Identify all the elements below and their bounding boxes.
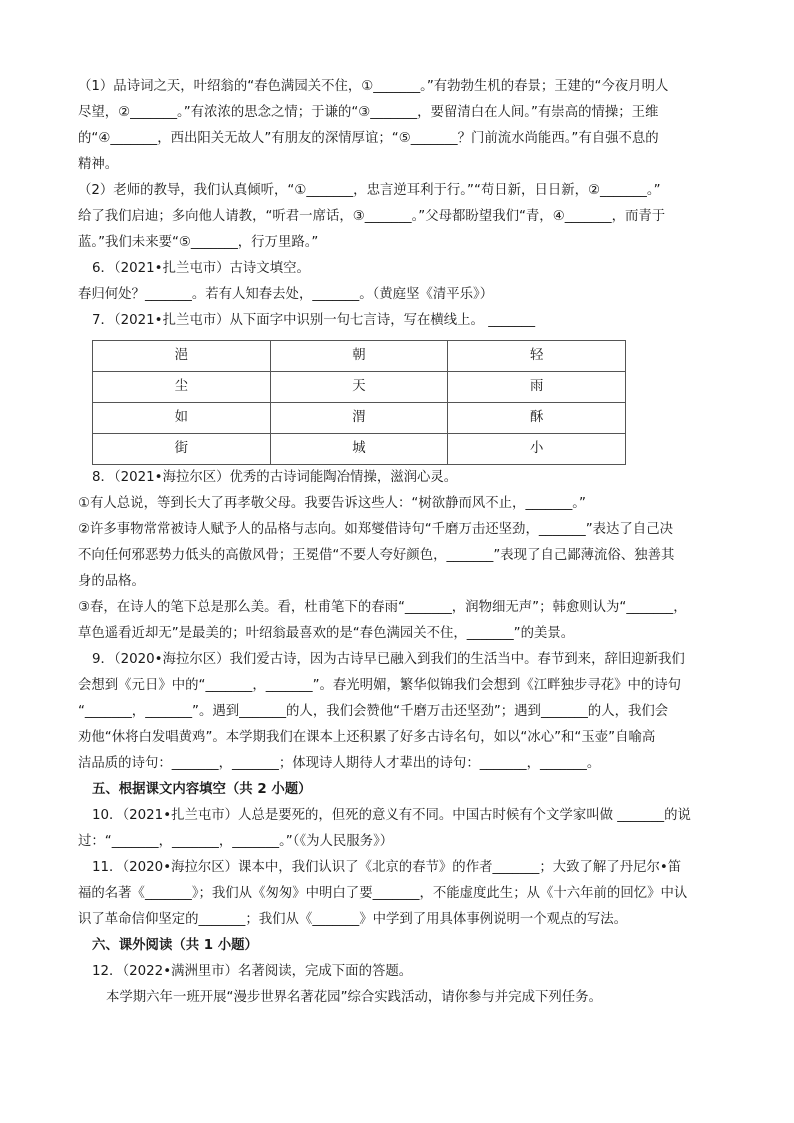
- q6-body: 春归何处？_______。若有人知春去处，_______。（黄庭坚《清平乐》）: [78, 287, 494, 302]
- grid-cell: 天: [270, 372, 448, 403]
- q8-item3-line2: 草色遥看近却无”是最美的；叶绍翁最喜欢的是“春色满园关不住，_______”的美景。: [78, 626, 575, 641]
- q11-line1: 11．（2020•海拉尔区）课本中，我们认识了《北京的春节》的作者_______；大致了解了丹尼尔•笛: [92, 860, 682, 875]
- grid-row: [93, 341, 626, 372]
- q5-part1-line2: 尽望，②_______。”有浓浓的思念之情；于谦的“③_______，要留清白在人间。”有崇高的情操；王维: [78, 105, 659, 120]
- grid-cell: 城: [270, 434, 448, 465]
- grid-cell: 尘: [93, 372, 271, 403]
- q8-item2-line2: 不向任何邪恶势力低头的高傲风骨；王冕借“不要人夸好颜色，_______”表现了自己鄙薄流俗、独善其: [78, 548, 675, 563]
- grid-row: [93, 403, 626, 434]
- q12-title: 12．（2022•满洲里市）名著阅读，完成下面的答题。: [92, 964, 413, 979]
- grid-cell: 酥: [448, 403, 626, 434]
- grid-cell: 轻: [448, 341, 626, 372]
- grid-cell: 朝: [270, 341, 448, 372]
- q8-title: 8．（2021•海拉尔区）优秀的古诗词能陶冶情操，滋润心灵。: [92, 470, 458, 485]
- grid-cell: 雨: [448, 372, 626, 403]
- grid-cell: 街: [93, 434, 271, 465]
- grid-cell: 小: [448, 434, 626, 465]
- q11-line2: 福的名著《_______》；我们从《匆匆》中明白了要_______，不能虚度此生；从《十六年前的回忆》中认: [78, 886, 688, 901]
- q9-line4: 劝他“休将白发唱黄鸡”。本学期我们在课本上还积累了好多古诗名句，如以“冰心”和“玉壶”自喻高: [78, 730, 656, 745]
- q7-title: 7．（2021•扎兰屯市）从下面字中识别一句七言诗，写在横线上。 _______: [92, 313, 536, 328]
- grid-cell: 渭: [270, 403, 448, 434]
- q9-line2: 会想到《元日》中的“_______，_______”。春光明媚，繁华似锦我们会想到《江畔独步寻花》中的诗句: [78, 678, 682, 693]
- q12-body: 本学期六年一班开展“漫步世界名著花园”综合实践活动，请你参与并完成下列任务。: [106, 990, 602, 1005]
- q5-part1-line1: （1）品诗词之天，叶绍翁的“春色满园关不住，①_______。”有勃勃生机的春景；王建的“今夜月明人: [78, 79, 669, 94]
- q5-part2-line1: （2）老师的教导，我们认真倾听，“①_______，忠言逆耳利于行。”“苟日新，日日新，②_______。”: [78, 183, 661, 198]
- q8-item1: ①有人总说，等到长大了再孝敬父母。我要告诉这些人：“树欲静而风不止，_______。”: [78, 496, 586, 511]
- q11-line3: 识了革命信仰坚定的_______；我们从《_______》中学到了用具体事例说明一个观点的写法。: [78, 912, 628, 927]
- grid-cell: 浥: [93, 341, 271, 372]
- q5-part2-line2: 给了我们启迪；多向他人请教，“听君一席话，③_______。”父母都盼望我们“青，④_______，而青于: [78, 209, 666, 224]
- q5-part1-line3: 的“④_______，西出阳关无故人”有朋友的深情厚谊；“⑤_______？门前流水尚能西。”有自强不息的: [78, 131, 659, 146]
- q5-part1-line4: 精神。: [78, 157, 119, 172]
- q9-line1: 9．（2020•海拉尔区）我们爱古诗，因为古诗早已融入到我们的生活当中。春节到来，辞旧迎新我们: [92, 652, 685, 667]
- q5-part2-line3: 蓝。”我们未来要“⑤_______，行万里路。”: [78, 235, 319, 250]
- q9-line3: “_______，_______”。遇到_______的人，我们会赞他“千磨万击还坚劲”；遇到_______的人，我们会: [78, 704, 669, 719]
- q7-character-grid: [92, 340, 626, 465]
- grid-cell: 如: [93, 403, 271, 434]
- grid-row: [93, 434, 626, 465]
- q8-item3-line1: ③春，在诗人的笔下总是那么美。看，杜甫笔下的春雨“_______，润物细无声”；韩愈则认为“_______，: [78, 600, 687, 615]
- q8-item2-line1: ②许多事物常常被诗人赋予人的品格与志向。如郑燮借诗句“千磨万击还坚劲，_______”表达了自己决: [78, 522, 673, 537]
- q10-line2: 过：“_______，_______，_______。”（《为人民服务》）: [78, 834, 394, 849]
- section-5-heading: 五、根据课文内容填空（共 2 小题）: [92, 782, 312, 797]
- document-page: [78, 74, 718, 1011]
- q6-title: 6．（2021•扎兰屯市）古诗文填空。: [92, 261, 310, 276]
- q8-item2-line3: 身的品格。: [78, 574, 145, 589]
- section-6-heading: 六、课外阅读（共 1 小题）: [92, 938, 258, 953]
- q10-line1: 10．（2021•扎兰屯市）人总是要死的，但死的意义有不同。中国古时候有个文学家叫做 _______的说: [92, 808, 691, 823]
- q9-line5: 洁品质的诗句：_______，_______；体现诗人期待人才辈出的诗句：_______，_______。: [78, 756, 601, 771]
- grid-row: [93, 372, 626, 403]
